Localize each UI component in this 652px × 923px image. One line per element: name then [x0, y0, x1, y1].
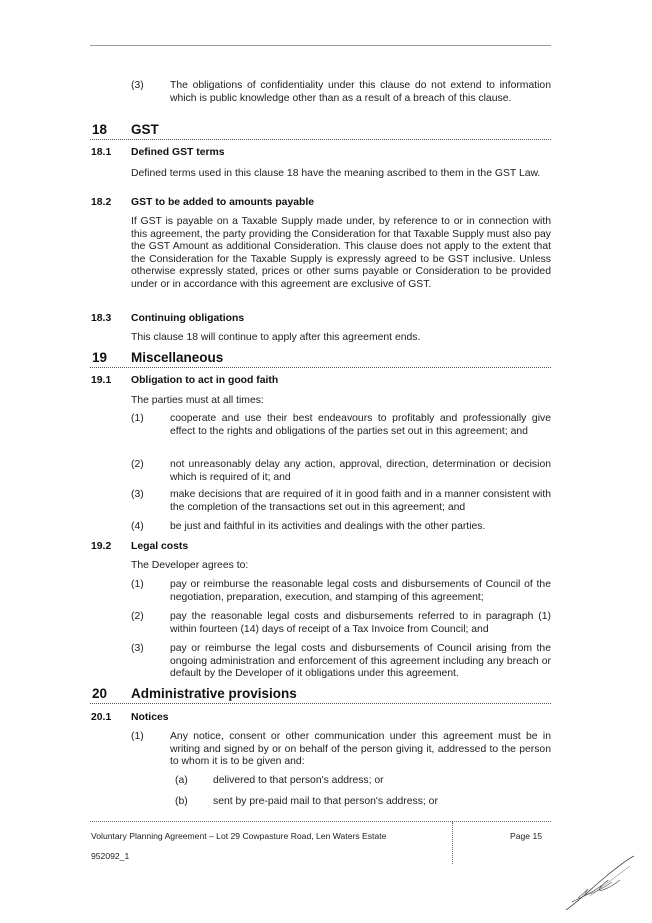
list-item-number: (2) [131, 611, 144, 622]
clause-20-1-title: Notices [131, 712, 169, 723]
section-18-heading [90, 122, 551, 140]
sub-item-number: (b) [175, 796, 188, 807]
footer-document-title: Voluntary Planning Agreement – Lot 29 Cowpasture Road, Len Waters Estate [91, 831, 387, 841]
list-item-text: Any notice, consent or other communication under this agreement must be in writing and signed by or on behalf of the person giving it, addressed to the person to whom it is to be given and: [170, 731, 551, 767]
list-item-number: (3) [131, 643, 144, 654]
footer-rule [90, 821, 551, 822]
list-item-text: be just and faithful in its activities and dealings with the other parties. [170, 521, 486, 532]
list-item-number: (4) [131, 521, 144, 532]
list-item-number: (1) [131, 413, 144, 424]
section-number: 19 [92, 350, 108, 365]
list-item-number: (1) [131, 731, 144, 742]
list-item-number: (2) [131, 459, 144, 470]
list-item-text: make decisions that are required of it in good faith and in a manner consistent with the completion of the transactions set out in this agreement; and [170, 489, 551, 513]
clause-19-1-intro: The parties must at all times: [131, 395, 264, 406]
section-number: 20 [92, 686, 108, 701]
sub-item-number: (a) [175, 775, 188, 786]
section-number: 18 [92, 122, 108, 137]
list-item-number: (3) [131, 489, 144, 500]
clause-20-1-number: 20.1 [91, 712, 112, 723]
list-item-text: not unreasonably delay any action, approval, direction, determination or decision which is required of it; and [170, 459, 551, 483]
clause-18-1-number: 18.1 [91, 147, 112, 158]
list-item-text: pay the reasonable legal costs and disbursements referred to in paragraph (1) within fourteen (14) days of receipt of a Tax Invoice from Council; and [170, 611, 551, 635]
list-item-number: (1) [131, 579, 144, 590]
section-title: Miscellaneous [131, 350, 224, 365]
clause-19-2-intro: The Developer agrees to: [131, 560, 249, 571]
header-rule [90, 45, 551, 46]
section-20-heading [90, 686, 551, 704]
clause-18-1-title: Defined GST terms [131, 147, 225, 158]
clause-18-2-text: If GST is payable on a Taxable Supply made under, by reference to or in connection with this agreement, the party providing the Consideration for that Taxable Supply must also pay the GST Amount as additional Consideration. This clause does not apply to the extent that the Consideration for the Taxable Supply is expressly agreed to be GST inclusive. Unless otherwise expressly stated, prices or other sums payable or Consideration to be provided under or in accordance with this agreement are exclusive of GST. [131, 216, 551, 290]
signature-mark [560, 852, 640, 916]
list-item-text: pay or reimburse the legal costs and disbursements of Council arising from the ongoing administration and enforcement of this agreement including any breach or default by the Developer of it obligations under this agreement. [170, 643, 551, 679]
section-title: Administrative provisions [131, 686, 297, 701]
intro-item-number: (3) [131, 80, 144, 91]
intro-item-text: The obligations of confidentiality under this clause do not extend to information which is public knowledge other than as a result of a breach of this clause. [170, 80, 551, 104]
list-item-text: pay or reimburse the reasonable legal costs and disbursements of Council of the negotiation, preparation, execution, and stamping of this agreement; [170, 579, 551, 603]
clause-19-1-number: 19.1 [91, 375, 112, 386]
clause-18-3-text: This clause 18 will continue to apply after this agreement ends. [131, 332, 421, 343]
section-19-heading [90, 350, 551, 368]
clause-18-2-number: 18.2 [91, 197, 112, 208]
clause-18-3-title: Continuing obligations [131, 313, 245, 324]
footer-divider [452, 822, 453, 864]
clause-18-1-text: Defined terms used in this clause 18 have the meaning ascribed to them in the GST Law. [131, 168, 541, 179]
clause-19-2-title: Legal costs [131, 541, 189, 552]
clause-19-1-title: Obligation to act in good faith [131, 375, 279, 386]
sub-item-text: sent by pre-paid mail to that person's address; or [213, 796, 438, 807]
clause-18-3-number: 18.3 [91, 313, 112, 324]
section-title: GST [131, 122, 159, 137]
list-item-text: cooperate and use their best endeavours to profitably and professionally give effect to the rights and obligations of the parties set out in this agreement; and [170, 413, 551, 437]
sub-item-text: delivered to that person's address; or [213, 775, 384, 786]
clause-19-2-number: 19.2 [91, 541, 112, 552]
footer-page-number: Page 15 [510, 831, 543, 841]
clause-18-2-title: GST to be added to amounts payable [131, 197, 315, 208]
footer-document-ref: 952092_1 [91, 851, 130, 861]
